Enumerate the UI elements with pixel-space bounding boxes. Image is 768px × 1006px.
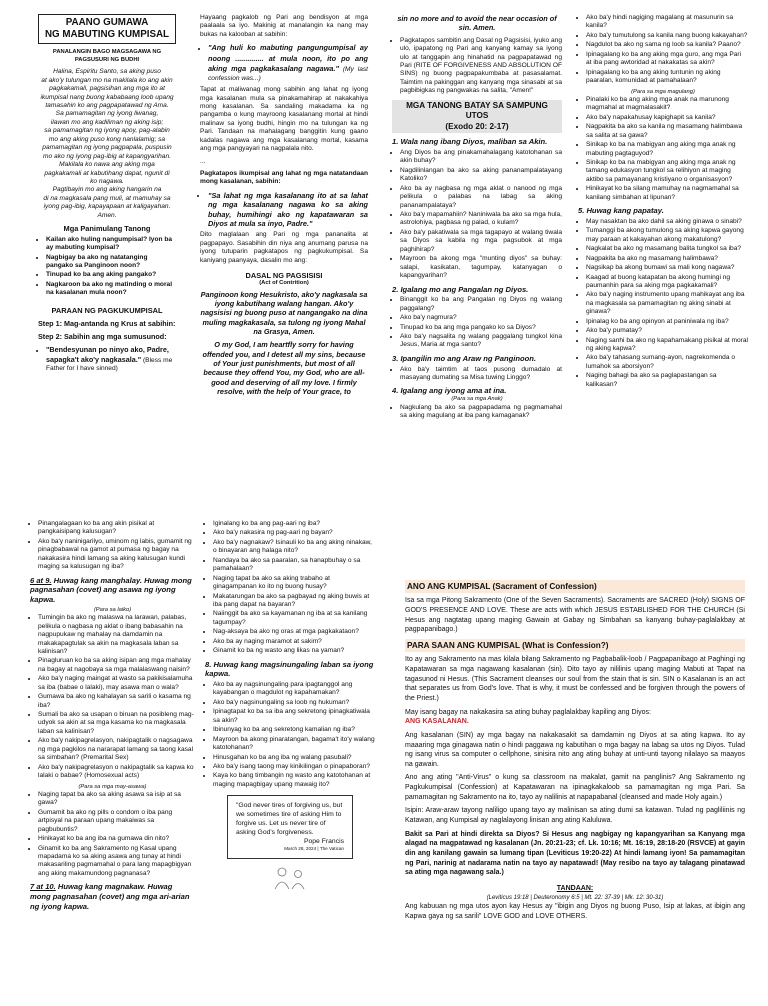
initial-questions-list: [38, 236, 176, 298]
list-item: • Ako ba'y napakahusay kapighapit sa kanila?: [586, 114, 748, 122]
commandment-7-10-text: Huwag kang magnakaw. Huwag mong pagnasahan (covet) ang mga ari-arian ng iyong kapwa.: [30, 882, 190, 911]
list-item: • Tumingin ba ako ng malaswa na larawan, palabas, pelikula o nagbasa ng aklat o ibang babasahin na nagpupukaw ng mahalay na damdamin na makakapagtulak sa akin na magkasala laban sa kalinisan?: [38, 614, 195, 656]
commandment-3-title: 3. Ipangilin mo ang Araw ng Panginoon.: [392, 353, 537, 363]
paragraph: Ang kabuuan ng mga utos ayon kay Hesus ay "ibigin ang Diyos ng buong Puso, Isip at lakas, at ibigin ang Kapwa gaya ng sa sarili" LOVE GOD and LOVE OTHERS.: [405, 902, 745, 920]
paragraph: Tapat at maliwanag mong sabihin ang lahat ng iyong mga kasalanan mula sa pinakamahirap at nakakahiya mong kasalanan. Sa sandaling makadama ka ng pangamba o kung mayroong kasalanang mortal at hindi malinaw sa iyong budhi, hingin mo na tulungan ka ng Pari. Tandaan na mahalagang banggitin kung gaano kadalas nagawa ang mga kasalanang mortal, kasama ang mga pangyayari na nagpalala nito.: [200, 86, 368, 153]
list-item: • Nagkulang ba ako sa pagpapadama ng pagmamahal sa aking magulang at iba pang kamaganak?: [400, 404, 562, 421]
prayer-line: pagkakamali, pagsisihan ang mga ito at: [49, 85, 165, 93]
list-item: • Tumanggi ba akong tumulong sa aking kapwa gayong may paraan at kakayahan akong makatulong?: [586, 227, 748, 244]
list-item: • Nagpakita ba ako sa kanila ng masamang halimbawa sa salita at sa gawa?: [586, 123, 748, 140]
list-item: • Kaagad at buong katapatan ba akong humingi ng paumanhin para sa aking mga pagkakamali?: [586, 274, 748, 291]
children-list: [578, 14, 748, 86]
purity-list: [30, 614, 195, 780]
tandaan-heading: TANDAAN:: [556, 885, 594, 893]
list-item: • May nasaktan ba ako dahil sa aking ginawa o sinabi?: [586, 218, 748, 226]
list-item: • Naging tapat ba ako sa aking asawa sa isip at sa gawa?: [38, 791, 195, 808]
pope-quote-box: [227, 795, 353, 859]
list-item: • Ako ba'y nagmura?: [400, 314, 562, 322]
contrition-subtitle: (Act of Contrition): [259, 280, 309, 287]
contrition-request-list: [200, 191, 368, 228]
married-list: [30, 791, 195, 878]
commandment-7-10-title: [30, 882, 195, 911]
list-item: • Ginamit ko ba ng wasto ang likas na yaman?: [213, 647, 375, 655]
commandment-6-9-text: Huwag kang manghalay. Huwag mong pagnasahan (covet) ang asawa ng iyong kapwa.: [30, 575, 192, 605]
list-item: • Ako ba ay nagbasa ng mga aklat o nanood ng mga pelikula o palabas na labag sa aking pananampalataya?: [400, 185, 562, 210]
list-item: • Makatarungan ba ako sa pagbayad ng aking buwis at iba pang dapat na bayaran?: [213, 593, 375, 610]
prayer-line: tamasahin ko ang pagpapatawad ng Ama.: [45, 102, 169, 110]
list-item: • Iginalang ko ba ang pag-aari ng iba?: [213, 520, 375, 528]
commandments-title: MGA TANONG BATAY SA SAMPUNG UTOS: [406, 100, 548, 121]
commandment-1-list: [392, 149, 562, 281]
last-confession-translation: (My last confession was...): [208, 66, 368, 82]
confession-illustration-icon: [270, 865, 310, 891]
paragraph: Hayaang pagkalob ng Pari ang bendisyon at mga paalaala sa iyo. Makinig at manalangin ka nang may bukas na kalooban at sabihin:: [200, 14, 368, 38]
paragraph: Pagkatapos ikumpisal ang lahat ng mga natatandaan mong kasalanan, sabihin:: [200, 170, 368, 186]
contrition-title: DASAL NG PAGSISISI: [245, 270, 323, 280]
commandment-5-title: 5. Huwag kang papatay.: [578, 206, 664, 216]
absolution-list: [392, 37, 562, 96]
commandment-3-list: [392, 366, 562, 383]
list-item: • Ako ba'y nagsalita ng walang paggalang tungkol kina Jesus, Maria at mga santo?: [400, 333, 562, 350]
column-3: [392, 14, 562, 423]
list-item: • Ako ba'y pakatiwala sa mga tagapayo at walang tiwala sa Diyos sa kabila ng mga pagsubok at mga paghihirap?: [400, 229, 562, 254]
list-item: [46, 345, 176, 374]
paragraph: [405, 708, 745, 727]
column-4: [578, 14, 748, 392]
list-item: • Kaya ko bang timbangin ng wasto ang katotohanan at maging mapagbigay upang mawaig ito?: [213, 772, 375, 789]
what-is-confession-heading: ANO ANG KUMPISAL (Sacrament of Confession): [405, 580, 745, 593]
list-item: • Ako ba'y nakipagrelasyon o nakipagtalik sa kapwa ko lalaki o babae? (Homosexual acts): [38, 764, 195, 781]
prayer-line: pagkakamali at kabutihang dapat, ngunit di: [44, 169, 170, 177]
step-2: Step 2: Sabihin ang mga sumusunod:: [38, 332, 167, 342]
prayer-line: Pagtibayin mo ang aking hangarin na: [52, 186, 162, 194]
list-item: • "Sa lahat ng mga kasalanang ito at sa lahat ng mga kasalanang nagawa ko sa aking buhay, humihingi ako ng kapatawaran sa Diyos at mula sa inyo, Padre.": [208, 191, 368, 228]
list-item: • Pinangalagaan ko ba ang akin pisikal at pangkaisipang kalusugan?: [38, 520, 195, 537]
list-item: • Ginamit ko ba ang Sakramento ng Kasal upang mapadama ko sa aking asawa ang tunay at hindi makasariling pagmamahal o para lang mapagbigyan ang aking makamundong pagnanasa?: [38, 845, 195, 879]
commandment-8-list: [205, 681, 375, 789]
prayer-text: [38, 68, 176, 220]
list-item: • Nagbigay ba ako ng natatanging pangako sa Panginoon noon?: [46, 254, 176, 271]
children-note: (Para sa mga Anak): [451, 396, 503, 403]
list-item: • Nagsikap ba akong bumawi sa mali kong nagawa?: [586, 264, 748, 272]
bless-quote: "Bendesyunan po ninyo ako, Padre, sapagka't ako'y nagkasala.": [46, 344, 169, 365]
list-item: • Gumamit ba ako ng pills o condom o iba pang artpisyal na paraan upang makaiwas sa pagbubuntis?: [38, 809, 195, 834]
commandment-7-10-number: 7 at 10.: [30, 882, 56, 892]
list-item: • Nandaya ba ako sa paaralan, sa hanapbuhay o sa pamahalaan?: [213, 557, 375, 574]
list-item: • Ang Diyos ba ang pinakamahalagang katotohanan sa akin buhay?: [400, 149, 562, 166]
prayer-line: Amen.: [97, 211, 117, 219]
list-item: • Ako ba'y tumutulong sa kanila nang buong kakayahan?: [586, 32, 748, 40]
prayer-heading: PANALANGIN BAGO MAGSAGAWA NG PAGSUSURI NG BUDHI: [52, 49, 162, 63]
list-item: • Ako ba ay nagsinungaling para ipagtanggol ang kayabangan o magdulot ng kapahamakan?: [213, 681, 375, 698]
list-item: • Ako ba'y nakasira ng pag-aari ng bayan?: [213, 529, 375, 537]
list-item: • Tinupad ko ba ang aking pangako?: [46, 271, 176, 279]
health-list: [30, 520, 195, 572]
list-item: • Ipinagalang ko ba ang aking mga guro, ang mga Pari at iba pang awtoridad at nakakatas sa akin?: [586, 51, 748, 68]
list-item: • Ako ba'y naninigarilyo, uminom ng labis, gumamit ng pinagbabawal na gamot at pumasa ng bagay na nakakasira hindi lamang sa aking kalusugan kundi maging sa kalusugan ng iba?: [38, 538, 195, 572]
procedure-heading: PARAAN NG PAGKUKUMPISAL: [51, 305, 163, 315]
step-1: Step 1: Mag-antanda ng Krus at sabihin:: [38, 319, 176, 329]
column-7: [405, 578, 745, 925]
prayer-line: di na magkasala pang muli, at mamuhay sa: [43, 194, 171, 202]
list-item: • Tinupad ko ba ang mga pangako ko sa Diyos?: [400, 324, 562, 332]
last-confession-list: [200, 43, 368, 83]
paragraph: Ano ang ating "Anti-Virus" o kung sa classroom na makalat, gamit na panglinis? Ang Sakramento ng Pagkukumpisal (Confession) at Kapatawaran na ipinagkakaloob sa pamamagitan ng mga Pari. Sa pamamagitan ng Sakramento na ito, tayo ay nalilinis at napapabanal (cleansed and made Holy again.): [405, 774, 745, 801]
list-item: • Ako ba'y tahasang sumang-ayon, nagrekomenda o lumahok sa aborsiyon?: [586, 354, 748, 371]
column-5: [30, 520, 195, 913]
commandment-2-title: 2. Igalang mo ang Pangalan ng Diyos.: [392, 284, 529, 294]
bless-translation: (Bless me Father for I have sinned): [46, 357, 173, 373]
sin-intro: May isang bagay na nakakasira sa ating buhay paglalakbay kapiling ang Diyos:: [405, 708, 651, 716]
commandment-4-list: [392, 404, 562, 421]
column-6: [205, 520, 375, 891]
list-item: • Ako ba'y mapamahiin? Naniniwala ba ako sa mga hula, astrolohiya, pagbasa ng palad, o kulam?: [400, 211, 562, 228]
prayer-line: pamamagitan ng iyong pagpapala, puspusin: [42, 144, 172, 152]
list-item: • Kailan ako huling nangumpisal? Iyon ba ay mabuting kumpisal?: [46, 236, 176, 253]
list-item: • Naiinggit ba ako sa kayamanan ng iba at sa kanilang tagumpay?: [213, 610, 375, 627]
list-item: • Mayroon ba akong mga "munting diyos" sa buhay: salapi, kasikatan, tagumpay, katanyagan o kapangyarihan?: [400, 255, 562, 280]
list-item: • Gumawa ba ako ng kahalayan sa sarili o kasama ng iba?: [38, 693, 195, 710]
sin-highlight: ANG KASALANAN.: [405, 718, 469, 726]
paragraph: Bakit sa Pari at hindi direkta sa Diyos? Si Hesus ang nagbigay ng kapangyarihan sa Kanyang mga alagad na magpatawad ng kasalanan (Jn. 20:21-23; cf. Lk. 10:16; Mt. 16:19, 28:18-20 (RSVCE) at gayin din ang kanilang gawain sa lumang tipan (Leviticus 19:20-22) At hindi lamang iyon! Sa pamamagitan ng Pari, narinig at nadarama natin na tayo ay napatawad! (May resibo na tayo ay talagang pinatawad sa ating mga nagawang sala.): [405, 830, 745, 877]
commandments-heading: [392, 100, 562, 134]
paragraph: Ang kasalanan (SIN) ay mga bagay na nakakasakit sa damdamin ng Diyos at sa ating kapwa. Ito ay maaaring mga ginagawa natin o hindi paggawa ng kabutihan o mga bagay na labag sa utos ng Diyos. Tulad ng isang virus sa computer o cellphone, sinisira nito ang ating buhay at unti-unti tayong nilalayo sa maayos na gawain.: [405, 731, 745, 768]
scripture-references: (Leviticus 19:18 | Deuteronomy 6:5 | Mt. 22: 37-39 | Mk. 12: 30-31): [486, 894, 664, 901]
commandment-6-9-number: 6 at 9.: [30, 575, 52, 585]
list-item: • Ipinagalang ko ba ang aking tuntunin ng aking paaralan, komunidad at pamahalaan?: [586, 69, 748, 86]
last-confession-quote: "Ang huli ko mabuting pangungumpisal ay noong .............. at mula noon, ito po ang aking mga pagkakasalang nagawa.": [208, 43, 368, 74]
prayer-line: mo ako ng iyong pag-ibig at kapangyarihan.: [43, 152, 171, 160]
paragraph: Isipin: Araw-araw tayong naliligo upang tayo ay malinisan sa ating dumi sa katawan. Tulad ng pagliliinis ng Katawan, ang Kumpisal ay naglalayong linisan ang ating Kaluluwa.: [405, 807, 745, 825]
title-line-1: PAANO GUMAWA: [65, 17, 149, 28]
list-item: • Naging tapat ba ako sa aking trabaho at ginagampanan ko ito ng buong husay?: [213, 575, 375, 592]
list-item: • Sinikap ko ba na mabigyan ang aking mga anak ng tamang edukasyon tungkol sa relihiyon at maging aktibo sa pamayanang kristiyano o organisasyon?: [586, 159, 748, 184]
parents-note: (Para sa mga magulang): [631, 88, 695, 95]
list-item: • Ako ba'y hindi nagiging magalang at masunurin sa kanila?: [586, 14, 748, 31]
prayer-line: ilawan mo ang kadiliman ng aking isip;: [50, 118, 164, 126]
commandment-6-9-title: [30, 576, 195, 605]
list-item: • Naging sanhi ba ako ng kapahamakang pisikal at moral ng aking kapwa?: [586, 337, 748, 354]
paragraph: Isa sa mga Pitong Sakramento (One of the Seven Sacraments). Sacraments are SACRED (Holy) SIGNS OF GOD'S PRESENCE AND LOVE. These are acts with which JESUS ESTABLISHED FOR THE CHURCH (Si Hesus ang nagtatag upang maging Gawain at Gabay ng Simbahan sa kanyang buhay-paglalakbay at pagpapanibago.): [405, 597, 745, 634]
list-item: • Naging bahagi ba ako sa paglapastangan sa kalikasan?: [586, 372, 748, 389]
list-item: • Nag-aksaya ba ako ng oras at mga pagkakataon?: [213, 628, 375, 636]
column-2: [200, 14, 368, 400]
married-note: (Para sa mga may-asawa): [78, 783, 147, 790]
page-title: [38, 14, 176, 44]
list-item: • Hinikayat ko ba silang mamuhay na nagmamahal sa kanilang simbahan at lipunan?: [586, 185, 748, 202]
list-item: • Hinusgahan ko ba ang iba ng walang pasubali?: [213, 754, 375, 762]
purpose-of-confession-heading: PARA SAAN ANG KUMPISAL (What is Confession?): [405, 639, 745, 652]
list-item: • Ako ba'y nagsinungaling sa loob ng hukuman?: [213, 699, 375, 707]
bless-list: [38, 345, 176, 374]
list-item: • Nagdulot ba ako ng sama ng loob sa kanila? Paano?: [586, 41, 748, 49]
ellipsis: ...: [200, 157, 206, 165]
prayer-line: iyong pag-ibig, kapayapaan at kaligayahan.: [43, 203, 171, 211]
list-item: • Binanggit ko ba ang Pangalan ng Diyos ng walang paggalang?: [400, 296, 562, 313]
list-item: • Nagpakita ba ako ng masamang halimbawa?: [586, 255, 748, 263]
prayer-line: at ako'y tulungan mo na makilala ko ang akin: [41, 76, 173, 84]
list-item: • Ako ba'y isang taong may kinikilingan o pinapaboran?: [213, 763, 375, 771]
paragraph: Dito maglalaan ang Pari ng mga pananalita at pagpapayo. Sasabihin din niya ang anumang parusa na iyong tutuparin pagkatapos ng pagkukumpisal. Sa kaniyang paanyaya, dasalin mo ang:: [200, 231, 368, 264]
prayer-line: Sa pamamagitan ng iyong liwanag,: [55, 110, 159, 118]
contrition-english: O my God, I am heartfly sorry for having offended you, and I detest all my sins, because of Your just punishments, but most of all because they offend You, my God, who are all-good and deserving of all my love. I firmly resolve, with the help of Your grace, to: [202, 340, 366, 397]
initial-questions-heading: Mga Panimulang Tanong: [63, 224, 151, 234]
pope-quote-text: "God never tires of forgiving us, but we sometimes tire of asking Him to forgive us. Let us never tire of asking God's forgiveness.: [236, 802, 343, 836]
list-item: • Ipinagtapat ko ba sa iba ang sekretong ipinagkatiwala sa akin?: [213, 708, 375, 725]
list-item: • Ako ba ay naging maramot at sakim?: [213, 638, 375, 646]
commandment-4-title: 4. Igalang ang iyong ama at ina.: [392, 386, 507, 396]
laity-note: (Para sa laiko): [93, 606, 132, 613]
list-item: • Nagdilinlangan ba ako sa aking pananampalatayang Katoliko?: [400, 167, 562, 184]
pope-quote-source: March 28, 2024 | The Vatican: [284, 846, 344, 852]
list-item: • Nagkaroon ba ako ng matinding o moral na kasalanan mula noon?: [46, 281, 176, 298]
list-item: • Sinikap ko ba na mabigyan ang aking mga anak ng mabuting pagtaguyod?: [586, 141, 748, 158]
list-item: • Mayroon ba akong pinaratangan, bagama't ito'y walang katotohanan?: [213, 736, 375, 753]
title-line-2: NG MABUTING KUMPISAL: [44, 29, 170, 41]
list-item: • Ako ba'y naging instrumento upang mahikayat ang iba na magkasala sa pamamagitan ng aking sinabi at ginawa?: [586, 291, 748, 316]
list-item: • Ako ba'y pumatay?: [586, 327, 748, 335]
contrition-tagalog: Panginoon kong Hesukristo, ako'y nagkasala sa iyong kabutihang walang hangan. Ako'y nagsisisi ng buong puso at nangangako na dina muling magkakasala, sa tulong ng iyong Mahal na Grasya, Amen.: [200, 289, 368, 337]
list-item: • Pinagluruan ko ba sa aking isipan ang mga mahalay na bagay at nagobaya sa mga malalaswang naisin?: [38, 657, 195, 674]
prayer-line: Halina, Espiritu Santo, sa aking puso: [53, 68, 161, 76]
list-item: • Sumali ba ako sa usapan o biruan na posibleng mag-udyok sa akin at sa mga kasama ko na magkasala laban sa kalinisan?: [38, 711, 195, 736]
column-1: [38, 14, 176, 377]
commandment-8-title: 8. Huwag kang magsinungaling laban sa iyong kapwa.: [205, 659, 374, 679]
list-item: • Ako ba'y nakipagrelasyon, nakipagtalik o nagsagawa ng mga pagkilos na nararapat lamang sa taong kasal sa simbahan? (Premarital Sex): [38, 737, 195, 762]
list-item: • Pagkatapos sambitin ang Dasal ng Pagsisisi, iyuko ang ulo, ipapatong ng Pari ang kanyang kamay sa iyong ulo at tanggapin ang hinahatid na pagpapatawad ng Pari (RITE OF FORGIVENESS AND ABSOLUTION OF SINS) ng buong pagpapakumbaba at pasasalamat. Taimtim na pakinggan ang kanyang mga sinasabi at sa pagbibigkas ng pangwakas na salita, "Amen!": [400, 37, 562, 96]
commandments-reference: (Exodo 20: 2-17): [445, 121, 509, 131]
list-item: • Ako ba'y taimtim at taos pusong dumadalo at masayang dumating sa Misa tuwing Linggo?: [400, 366, 562, 383]
prayer-line: ko nagawa.: [90, 177, 124, 185]
paragraph: Ito ay ang Sakramento na mas kilala bilang Sakramento ng Pagbabalik-loob / Pagpapanibago at Paghingi ng Kapatawaran sa mga nagawang kasalanan (sin). Dito tayo ay nililinis upang maging Mabuti at Tapat na tagasunod ni Hesus. (This Sacrament cleanses our soul from the stain that is sin. SIN o Kasalanan is an act that separates us from God's love. That is why, it must be confessed and be forgiven through the powers of the Priest.): [405, 656, 745, 702]
list-item: • Nagkalat ba ako ng masamang balita tungkol sa iba?: [586, 245, 748, 253]
list-item: [208, 43, 368, 83]
property-list: [205, 520, 375, 656]
list-item: • Ako ba'y naging maingat at wasto sa pakikisalamuha sa iba (babae o lalaki), may asawa man o wala?: [38, 675, 195, 692]
list-item: • Ibinunyag ko ba ang sekretong kamalian ng iba?: [213, 726, 375, 734]
commandment-1-title: 1. Wala nang ibang Diyos, maliban sa Akin.: [392, 137, 548, 147]
contrition-continued: sin no more and to avoid the near occasion of sin. Amen.: [397, 14, 557, 33]
prayer-line: sa pamamagitan ng iyong apoy, pag-alabin: [44, 127, 170, 135]
prayer-line: ikumpisal nang buong kababaang loob upang: [40, 93, 174, 101]
prayer-line: mo ang aking puso kong nanlalamig; sa: [48, 135, 166, 143]
list-item: • Ako ba'y nagnakaw? Isinauli ko ba ang aking ninakaw, o binayaran ang halaga nito?: [213, 539, 375, 556]
pope-quote-author: Pope Francis: [303, 837, 344, 845]
list-item: • Hinikayat ko ba ang iba na gumawa din nito?: [38, 835, 195, 843]
parents-list: [578, 96, 748, 202]
commandment-2-list: [392, 296, 562, 350]
commandment-5-list: [578, 218, 748, 389]
list-item: • Pinalaki ko ba ang aking mga anak na marunong magmahal at magmalasakit?: [586, 96, 748, 113]
prayer-line: Makilala ko nawa ang aking mga: [59, 161, 155, 169]
list-item: • Ipinalag ko ba ang opinyon at paniniwala ng iba?: [586, 318, 748, 326]
